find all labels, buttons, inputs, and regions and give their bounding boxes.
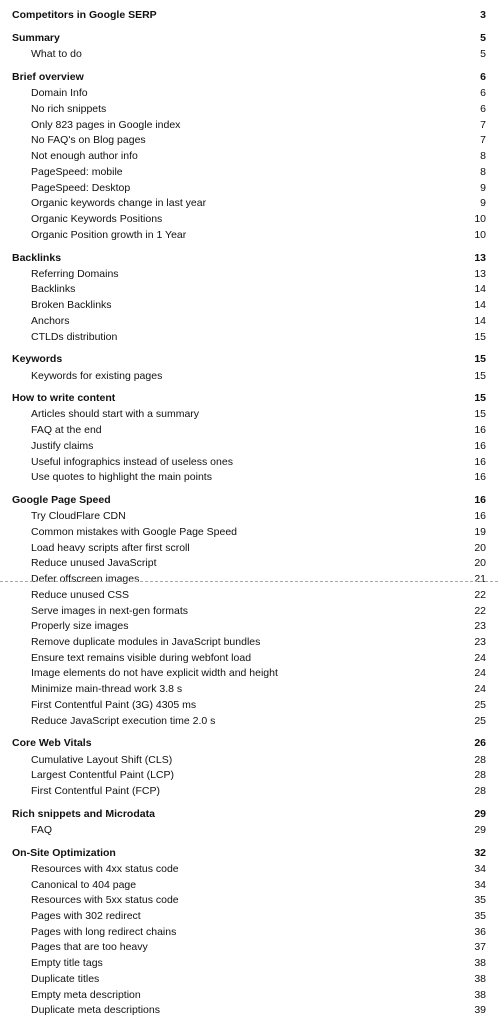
toc-entry-label: Keywords for existing pages <box>31 369 163 382</box>
toc-entry-label: Ensure text remains visible during webfont load <box>31 651 252 664</box>
toc-subsection-entry[interactable] <box>12 212 486 227</box>
toc-entry-label: Rich snippets and Microdata <box>12 807 155 820</box>
toc-subsection-entry[interactable] <box>12 972 486 987</box>
toc-entry-label: No FAQ's on Blog pages <box>31 134 146 147</box>
toc-entry-label: Competitors in Google SERP <box>12 9 157 21</box>
toc-page-number: 37 <box>474 941 486 954</box>
toc-page-number: 32 <box>474 846 486 859</box>
toc-entry-label: Minimize main-thread work 3.8 s <box>31 683 183 696</box>
toc-entry-label: Broken Backlinks <box>31 299 112 312</box>
toc-subsection-entry[interactable] <box>12 768 486 783</box>
toc-section-entry[interactable] <box>12 736 486 751</box>
toc-subsection-entry[interactable] <box>12 407 486 422</box>
toc-entry-label: Resources with 5xx status code <box>31 894 179 907</box>
toc-page-number: 15 <box>474 369 486 382</box>
toc-subsection-entry[interactable] <box>12 1003 486 1018</box>
toc-subsection-entry[interactable] <box>12 635 486 650</box>
toc-subsection-entry[interactable] <box>12 893 486 908</box>
toc-entry-label: Backlinks <box>12 251 62 264</box>
toc-subsection-entry[interactable] <box>12 588 486 603</box>
toc-subsection-entry[interactable] <box>12 133 486 148</box>
toc-entry-label: Anchors <box>31 314 70 327</box>
toc-page-number: 16 <box>474 455 486 468</box>
toc-subsection-entry[interactable] <box>12 282 486 297</box>
toc-page-number: 6 <box>480 71 486 84</box>
toc-page-number: 20 <box>474 541 486 554</box>
toc-subsection-entry[interactable] <box>12 165 486 180</box>
toc-page-number: 15 <box>474 408 486 421</box>
toc-entry-label: Serve images in next-gen formats <box>31 604 188 617</box>
toc-section-entry[interactable] <box>12 846 486 861</box>
toc-entry-label: Canonical to 404 page <box>31 878 137 891</box>
toc-entry-label: Cumulative Layout Shift (CLS) <box>31 753 173 766</box>
toc-entry-label: First Contentful Paint (3G) 4305 ms <box>31 698 197 711</box>
toc-page-number: 13 <box>474 251 486 264</box>
toc-entry-label: Organic keywords change in last year <box>31 197 207 210</box>
toc-entry-label: Common mistakes with Google Page Speed <box>31 525 238 538</box>
toc-subsection-entry[interactable] <box>12 698 486 713</box>
toc-entry-label: PageSpeed: mobile <box>31 165 123 178</box>
toc-subsection-entry[interactable] <box>12 149 486 164</box>
toc-subsection-entry[interactable] <box>12 423 486 438</box>
toc-subsection-entry[interactable] <box>12 439 486 454</box>
toc-entry-label: Useful infographics instead of useless ones <box>31 455 233 468</box>
toc-entry-label: Core Web Vitals <box>12 737 92 750</box>
toc-page-number: 24 <box>474 667 486 680</box>
toc-entry-label: Load heavy scripts after first scroll <box>31 541 190 554</box>
toc-page-number: 5 <box>480 48 486 61</box>
toc-page-number: 14 <box>474 314 486 327</box>
toc-subsection-entry[interactable] <box>12 181 486 196</box>
toc-page-number: 24 <box>474 683 486 696</box>
toc-entry-label: Empty meta description <box>31 988 141 1001</box>
toc-entry-label: Image elements do not have explicit width and height <box>31 667 278 680</box>
toc-entry-label: Domain Info <box>31 87 88 100</box>
toc-page-number: 9 <box>480 181 486 194</box>
toc-section-entry[interactable] <box>12 493 486 508</box>
toc-page-number: 35 <box>474 894 486 907</box>
toc-entry-label: Summary <box>12 32 60 45</box>
toc-page-number: 14 <box>474 283 486 296</box>
toc-page-number: 8 <box>480 165 486 178</box>
toc-subsection-entry[interactable] <box>12 228 486 243</box>
toc-page-number: 20 <box>474 557 486 570</box>
toc-page-number: 38 <box>474 988 486 1001</box>
toc-subsection-entry[interactable] <box>12 572 486 587</box>
toc-section-entry[interactable] <box>12 352 486 367</box>
toc-entry-label: No rich snippets <box>31 103 107 116</box>
toc-subsection-entry[interactable] <box>12 925 486 940</box>
toc-entry-label: Organic Position growth in 1 Year <box>31 228 187 241</box>
toc-page-number: 7 <box>480 134 486 147</box>
toc-entry-label: Referring Domains <box>31 267 119 280</box>
toc-page-number: 10 <box>474 213 486 226</box>
toc-page-number: 38 <box>474 957 486 970</box>
toc-entry-label: FAQ <box>31 823 53 836</box>
toc-subsection-entry[interactable] <box>12 330 486 345</box>
toc-page-number: 5 <box>480 32 486 45</box>
toc-subsection-entry[interactable] <box>12 682 486 697</box>
toc-section-entry[interactable] <box>12 31 486 46</box>
toc-page-number: 10 <box>474 228 486 241</box>
toc-subsection-entry[interactable] <box>12 988 486 1003</box>
toc-page-number: 38 <box>474 972 486 985</box>
toc-subsection-entry[interactable] <box>12 509 486 524</box>
toc-subsection-entry[interactable] <box>12 940 486 955</box>
toc-subsection-entry[interactable] <box>12 556 486 571</box>
toc-page-number: 21 <box>474 573 486 586</box>
toc-page-number: 15 <box>474 330 486 343</box>
toc-page-number: 8 <box>480 150 486 163</box>
toc-page-number: 34 <box>474 878 486 891</box>
toc-page-number: 15 <box>474 392 486 405</box>
toc-entry-label: Resources with 4xx status code <box>31 862 179 875</box>
toc-subsection-entry[interactable] <box>12 666 486 681</box>
toc-page-number: 28 <box>474 753 486 766</box>
toc-subsection-entry[interactable] <box>12 956 486 971</box>
toc-entry-label: Remove duplicate modules in JavaScript bundles <box>31 636 261 648</box>
toc-entry-label: Not enough author info <box>31 150 138 163</box>
toc-page-number: 16 <box>474 471 486 484</box>
toc-entry-label: Reduce JavaScript execution time 2.0 s <box>31 714 216 727</box>
toc-entry-label: Organic Keywords Positions <box>31 213 163 226</box>
toc-subsection-entry[interactable] <box>12 823 486 838</box>
toc-subsection-entry[interactable] <box>12 47 486 62</box>
toc-page-number: 14 <box>474 299 486 312</box>
toc-page-number: 22 <box>474 588 486 601</box>
toc-subsection-entry[interactable] <box>12 86 486 101</box>
toc-subsection-entry[interactable] <box>12 753 486 768</box>
toc-subsection-entry[interactable] <box>12 714 486 729</box>
toc-page-number: 15 <box>474 353 486 366</box>
toc-entry-label: FAQ at the end <box>31 424 102 437</box>
toc-page-number: 16 <box>474 510 486 523</box>
toc-page-number: 28 <box>474 784 486 797</box>
toc-page-number: 7 <box>480 118 486 131</box>
toc-subsection-entry[interactable] <box>12 267 486 282</box>
toc-entry-label: Pages with long redirect chains <box>31 925 177 938</box>
toc-page-number: 23 <box>474 636 486 648</box>
toc-subsection-entry[interactable] <box>12 369 486 384</box>
toc-page-number: 6 <box>480 87 486 100</box>
toc-page-number: 24 <box>474 651 486 664</box>
toc-section-entry[interactable] <box>12 8 486 23</box>
toc-entry-label: Brief overview <box>12 71 84 84</box>
toc-page-number: 28 <box>474 769 486 782</box>
toc-entry-label: Largest Contentful Paint (LCP) <box>31 769 174 782</box>
toc-subsection-entry[interactable] <box>12 784 486 799</box>
toc-entry-label: Only 823 pages in Google index <box>31 118 181 131</box>
toc-page-number: 16 <box>474 424 486 437</box>
toc-entry-label: Duplicate titles <box>31 972 100 985</box>
toc-page-number: 39 <box>474 1004 486 1017</box>
toc-subsection-entry[interactable] <box>12 455 486 470</box>
toc-page-number: 22 <box>474 604 486 617</box>
toc-section-entry[interactable] <box>12 807 486 822</box>
toc-subsection-entry[interactable] <box>12 878 486 893</box>
toc-page-number: 6 <box>480 103 486 116</box>
toc-page-number: 16 <box>474 494 486 507</box>
toc-page-number: 35 <box>474 909 486 922</box>
toc-entry-label: PageSpeed: Desktop <box>31 181 131 194</box>
toc-subsection-entry[interactable] <box>12 102 486 117</box>
toc-page-number: 26 <box>474 737 486 750</box>
page-break-divider <box>0 581 498 582</box>
toc-entry-label: Reduce unused JavaScript <box>31 557 157 570</box>
toc-page-number: 29 <box>474 823 486 836</box>
toc-entry-label: Use quotes to highlight the main points <box>31 471 212 484</box>
toc-entry-label: Pages that are too heavy <box>31 941 148 954</box>
toc-page-number: 29 <box>474 807 486 820</box>
toc-page-number: 16 <box>474 439 486 452</box>
toc-entry-label: Google Page Speed <box>12 494 111 507</box>
toc-subsection-entry[interactable] <box>12 862 486 877</box>
toc-subsection-entry[interactable] <box>12 604 486 619</box>
toc-page-number: 25 <box>474 698 486 711</box>
toc-section-entry[interactable] <box>12 70 486 85</box>
toc-entry-label: Justify claims <box>31 439 94 452</box>
toc-entry-label: First Contentful Paint (FCP) <box>31 784 160 797</box>
toc-entry-label: Backlinks <box>31 283 76 296</box>
toc-subsection-entry[interactable] <box>12 619 486 634</box>
toc-entry-label: Try CloudFlare CDN <box>31 510 126 523</box>
toc-page-number: 23 <box>474 620 486 633</box>
toc-entry-label: Articles should start with a summary <box>31 408 200 421</box>
toc-entry-label: Pages with 302 redirect <box>31 909 141 922</box>
toc-subsection-entry[interactable] <box>12 118 486 133</box>
toc-subsection-entry[interactable] <box>12 909 486 924</box>
toc-subsection-entry[interactable] <box>12 314 486 329</box>
toc-subsection-entry[interactable] <box>12 525 486 540</box>
toc-entry-label: Empty title tags <box>31 957 103 970</box>
toc-subsection-entry[interactable] <box>12 541 486 556</box>
toc-entry-label: Properly size images <box>31 620 129 633</box>
toc-section-entry[interactable] <box>12 251 486 266</box>
toc-entry-label: Reduce unused CSS <box>31 588 130 601</box>
toc-entry-label: On-Site Optimization <box>12 846 116 859</box>
toc-entry-label: What to do <box>31 48 82 61</box>
toc-entry-label: Defer offscreen images <box>31 573 140 586</box>
toc-page-number: 9 <box>480 197 486 210</box>
toc-subsection-entry[interactable] <box>12 651 486 666</box>
toc-page-number: 3 <box>480 9 486 21</box>
toc-subsection-entry[interactable] <box>12 298 486 313</box>
toc-page-number: 19 <box>474 525 486 538</box>
toc-page-number: 13 <box>474 267 486 280</box>
toc-page-number: 36 <box>474 925 486 938</box>
toc-entry-label: Keywords <box>12 353 63 366</box>
toc-page-number: 34 <box>474 862 486 875</box>
toc-entry-label: CTLDs distribution <box>31 330 118 343</box>
toc-page-number: 25 <box>474 714 486 727</box>
toc-entry-label: Duplicate meta descriptions <box>31 1004 160 1017</box>
toc-subsection-entry[interactable] <box>12 470 486 485</box>
toc-subsection-entry[interactable] <box>12 196 486 211</box>
toc-section-entry[interactable] <box>12 391 486 406</box>
toc-entry-label: How to write content <box>12 392 116 405</box>
